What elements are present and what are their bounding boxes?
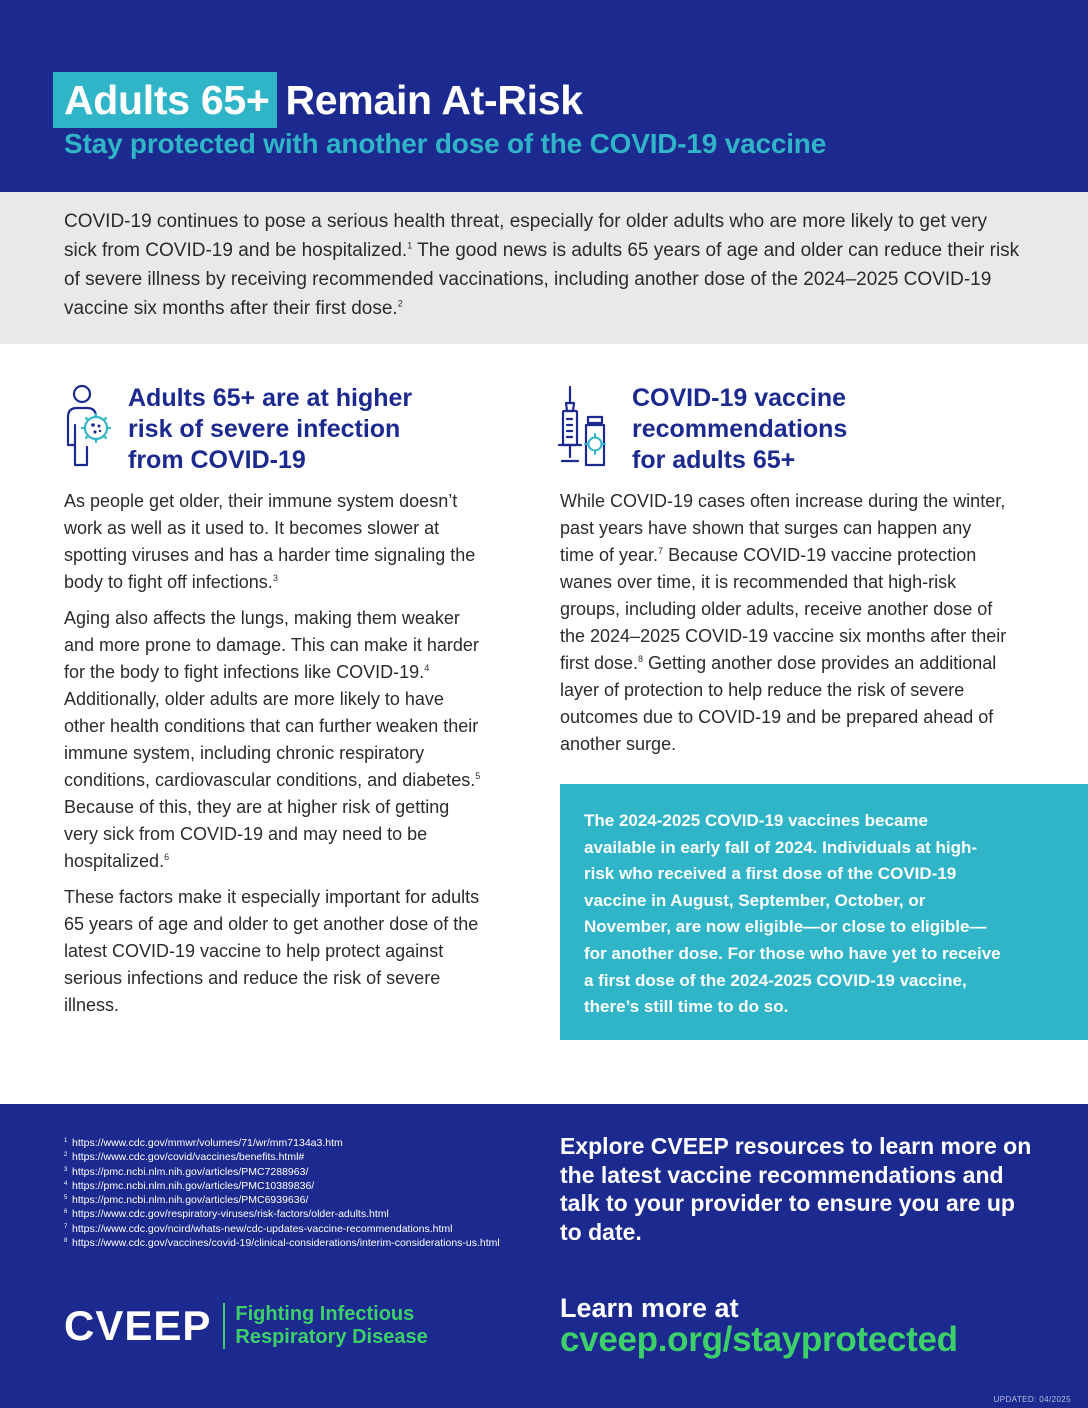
left-paragraph-2 [64, 605, 484, 875]
logo-tagline-line-2: Respiratory Disease [235, 1326, 428, 1348]
body-text: Getting another dose provides an additional layer of protection to help reduce the risk of severe outcomes due to COVID-19 and be prepared ahead of another surge. [560, 653, 997, 754]
learn-more-label: Learn more at [560, 1293, 739, 1323]
reference-link[interactable]: https://pmc.ncbi.nlm.nih.gov/articles/PMC6939636/ [72, 1194, 309, 1207]
syringe-vial-icon [556, 381, 612, 467]
reference-link[interactable]: https://www.cdc.gov/ncird/whats-new/cdc-updates-vaccine-recommendations.html [72, 1222, 453, 1235]
person-with-virus-icon [60, 381, 116, 467]
left-section-heading: Adults 65+ are at higher risk of severe infection from COVID-19 [128, 384, 413, 474]
reference-number: 2 [64, 1152, 68, 1159]
references-list [64, 1136, 534, 1250]
callout-text: The 2024-2025 COVID-19 vaccines became available in early fall of 2024. Individuals at high-risk who received a first dose of the COVID-19 vaccine in August, September, October, or November, are now eligible—or close to eligible—for another dose. For those who have yet to receive a first dose of the 2024-2025 COVID-19 vaccine, there’s still time to do so. [584, 811, 1001, 1017]
body-text: Because COVID-19 vaccine protection wanes over time, it is recommended that high-risk groups, including older adults, receive another dose of the 2024–2025 COVID-19 vaccine six months after their first dose. [560, 545, 1007, 673]
logo-tagline-line-1: Fighting Infectious [235, 1303, 415, 1325]
intro-text: COVID-19 continues to pose a serious health threat, especially for older adults who are more likely to get very sick from COVID-19 and be hospitalized. [64, 211, 988, 261]
left-section-header [60, 381, 460, 476]
reference-item [64, 1165, 534, 1179]
reference-item [64, 1222, 534, 1236]
intro-paragraph [64, 207, 1024, 323]
reference-number: 8 [64, 1238, 68, 1245]
reference-item [64, 1236, 534, 1250]
footnote-ref: 1 [407, 240, 413, 251]
callout-box [560, 784, 1088, 1040]
title-rest: Remain At-Risk [285, 76, 583, 123]
logo-wordmark: CVEEP [64, 1302, 212, 1349]
footer [0, 1104, 1088, 1408]
reference-item [64, 1150, 534, 1164]
footnote-ref: 8 [638, 654, 644, 664]
left-paragraph-3: These factors make it especially important for adults 65 years of age and older to get another dose of the latest COVID-19 vaccine to help protect against serious infections and reduce the risk of severe illness. [64, 887, 480, 1015]
body-text: While COVID-19 cases often increase during the winter, past years have shown that surges can happen any time of year. [560, 491, 1006, 565]
body-text: Aging also affects the lungs, making them weaker and more prone to damage. This can make it harder for the body to fight infections like COVID-19. [64, 608, 479, 682]
reference-link[interactable]: https://pmc.ncbi.nlm.nih.gov/articles/PMC7288963/ [72, 1165, 309, 1178]
reference-number: 3 [64, 1166, 68, 1173]
left-paragraph-1 [64, 488, 484, 596]
learn-more-link[interactable]: cveep.org/stayprotected [560, 1320, 958, 1359]
logo-tagline [235, 1303, 427, 1349]
cta-text: Explore CVEEP resources to learn more on the latest vaccine recommendations and talk to your provider to ensure you are up to date. [560, 1133, 1032, 1245]
reference-item [64, 1136, 534, 1150]
right-section-heading: COVID-19 vaccine recommendations for adults 65+ [632, 384, 848, 474]
footnote-ref: 3 [272, 573, 278, 583]
footnote-ref: 2 [397, 298, 403, 309]
header-banner [0, 0, 1088, 192]
footnote-ref: 5 [475, 771, 481, 781]
reference-number: 6 [64, 1209, 68, 1216]
reference-item [64, 1179, 534, 1193]
reference-link[interactable]: https://www.cdc.gov/respiratory-viruses/risk-factors/older-adults.html [72, 1208, 389, 1221]
reference-number: 1 [64, 1138, 68, 1144]
footnote-ref: 6 [164, 852, 170, 862]
body-text: As people get older, their immune system doesn’t work as well as it used to. It becomes slower at spotting viruses and has a harder time signaling the body to fight off infections. [64, 491, 476, 592]
right-section-body [560, 488, 1010, 767]
reference-number: 7 [64, 1223, 68, 1230]
right-paragraph-1 [560, 488, 1010, 758]
reference-link[interactable]: https://pmc.ncbi.nlm.nih.gov/articles/PMC10389836/ [72, 1179, 315, 1192]
reference-number: 5 [64, 1195, 68, 1202]
reference-item [64, 1207, 534, 1221]
footnote-ref: 4 [424, 663, 430, 673]
reference-link[interactable]: https://www.cdc.gov/vaccines/covid-19/clinical-considerations/interim-considerations-us.html [72, 1237, 500, 1250]
page-title [53, 72, 583, 128]
logo-divider [223, 1303, 225, 1349]
body-text: Additionally, older adults are more likely to have other health conditions that can further weaken their immune system, including chronic respiratory conditions, cardiovascular conditions, and diabetes. [64, 689, 479, 790]
reference-link[interactable]: https://www.cdc.gov/mmwr/volumes/71/wr/mm7134a3.htm [72, 1137, 343, 1149]
left-section-body [64, 488, 484, 1028]
title-highlight: Adults 65+ [53, 72, 277, 128]
footnote-ref: 7 [658, 546, 664, 556]
right-section-header [556, 381, 956, 476]
intro-text: The good news is adults 65 years of age and older can reduce their risk of severe illness by receiving recommended vaccinations, including another dose of the 2024–2025 COVID-19 vaccine six months after their first dose. [64, 240, 1020, 319]
intro-band [0, 192, 1088, 344]
reference-link[interactable]: https://www.cdc.gov/covid/vaccines/benefits.html# [72, 1151, 305, 1164]
page-subtitle: Stay protected with another dose of the COVID-19 vaccine [64, 128, 827, 159]
reference-item [64, 1193, 534, 1207]
reference-number: 4 [64, 1180, 68, 1187]
body-text: Because of this, they are at higher risk of getting very sick from COVID-19 and may need to be hospitalized. [64, 797, 450, 871]
updated-date: UPDATED: 04/2025 [993, 1395, 1071, 1404]
cveep-logo [64, 1302, 428, 1350]
